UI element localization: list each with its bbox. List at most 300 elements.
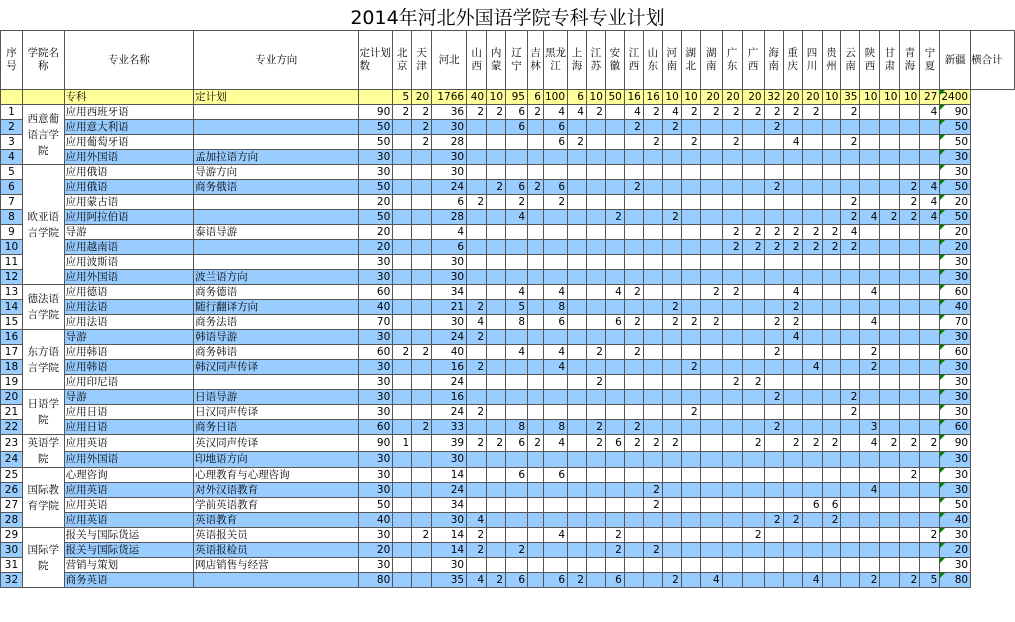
cell-row-total[interactable]: 30 [940,330,971,345]
cell-province-value[interactable]: 20 [412,90,432,105]
cell-province-value[interactable] [487,210,506,225]
cell-province-value[interactable] [643,375,662,390]
cell-province-value[interactable] [900,543,920,558]
cell-province-value[interactable] [586,165,605,180]
cell-province-value[interactable] [920,270,940,285]
cell-college[interactable]: 国际学院 [22,528,64,588]
cell-plan-count[interactable]: 50 [359,498,393,513]
cell-province-value[interactable] [681,390,700,405]
cell-province-value[interactable]: 2 [880,210,900,225]
cell-row-total[interactable]: 50 [940,210,971,225]
cell-province-value[interactable]: 2 [662,210,681,225]
cell-province-value[interactable] [506,451,528,468]
cell-province-value[interactable] [900,315,920,330]
cell-province-value[interactable]: 2 [742,240,764,255]
cell-province-value[interactable]: 2 [643,135,662,150]
cell-province-value[interactable] [920,420,940,435]
cell-province-value[interactable] [764,135,783,150]
cell-province-value[interactable] [764,210,783,225]
cell-seq[interactable]: 16 [1,330,23,345]
cell-province-value[interactable] [412,498,432,513]
cell-province-value[interactable]: 34 [432,498,467,513]
cell-province-value[interactable] [783,270,802,285]
cell-province-value[interactable] [568,345,587,360]
cell-province-value[interactable]: 6 [822,498,841,513]
cell-province-value[interactable] [742,360,764,375]
cell-province-value[interactable]: 2 [764,420,783,435]
cell-province-value[interactable] [586,451,605,468]
cell-province-value[interactable] [412,285,432,300]
cell-province-value[interactable] [568,405,587,420]
cell-province-value[interactable] [662,468,681,483]
cell-province-value[interactable] [543,330,567,345]
cell-province-value[interactable] [681,255,700,270]
cell-province-value[interactable] [393,420,412,435]
cell-province-value[interactable] [393,330,412,345]
cell-plan-count[interactable]: 30 [359,405,393,420]
cell-province-value[interactable] [802,180,822,195]
cell-province-value[interactable] [528,468,544,483]
cell-province-value[interactable]: 35 [432,573,467,588]
cell-province-value[interactable] [900,150,920,165]
cell-province-value[interactable] [802,300,822,315]
cell-province-value[interactable] [802,150,822,165]
cell-province-value[interactable] [487,405,506,420]
cell-province-value[interactable] [681,270,700,285]
cell-province-value[interactable] [662,528,681,543]
cell-province-value[interactable] [586,543,605,558]
cell-province-value[interactable] [822,543,841,558]
cell-province-value[interactable] [681,483,700,498]
cell-province-value[interactable]: 6 [543,468,567,483]
cell-province-value[interactable]: 2 [412,120,432,135]
cell-province-value[interactable] [412,435,432,452]
cell-direction[interactable]: 波兰语方向 [194,270,359,285]
cell-province-value[interactable]: 16 [432,390,467,405]
cell-province-value[interactable] [528,195,544,210]
cell-province-value[interactable] [920,285,940,300]
cell-province-value[interactable] [605,270,624,285]
cell-province-value[interactable]: 2 [643,105,662,120]
cell-province-value[interactable] [543,483,567,498]
cell-row-total[interactable]: 50 [940,120,971,135]
cell-province-value[interactable] [700,528,722,543]
cell-province-value[interactable] [822,180,841,195]
cell-province-value[interactable]: 2 [900,180,920,195]
cell-province-value[interactable] [841,315,860,330]
cell-province-value[interactable] [681,300,700,315]
cell-province-value[interactable] [624,270,643,285]
cell-province-value[interactable]: 2 [681,135,700,150]
cell-province-value[interactable] [605,330,624,345]
cell-direction[interactable]: 英语报关员 [194,528,359,543]
cell-direction[interactable]: 英汉同声传译 [194,435,359,452]
cell-province-value[interactable] [643,420,662,435]
cell-major[interactable]: 导游 [64,225,193,240]
cell-province-value[interactable] [586,135,605,150]
cell-province-value[interactable] [722,420,742,435]
cell-province-value[interactable] [841,270,860,285]
cell-province-value[interactable] [920,543,940,558]
cell-province-value[interactable] [681,498,700,513]
cell-province-value[interactable] [841,451,860,468]
cell-province-value[interactable] [543,451,567,468]
cell-province-value[interactable] [742,330,764,345]
cell-province-value[interactable] [681,330,700,345]
cell-major[interactable]: 应用韩语 [64,345,193,360]
cell-province-value[interactable]: 2 [487,105,506,120]
cell-province-value[interactable] [822,210,841,225]
cell-province-value[interactable]: 6 [528,90,544,105]
cell-direction[interactable] [194,135,359,150]
cell-province-value[interactable]: 16 [624,90,643,105]
cell-province-value[interactable] [412,300,432,315]
cell-seq[interactable]: 17 [1,345,23,360]
cell-province-value[interactable] [841,180,860,195]
cell-province-value[interactable]: 32 [764,90,783,105]
cell-province-value[interactable] [605,195,624,210]
cell-province-value[interactable]: 6 [506,105,528,120]
cell-province-value[interactable] [700,435,722,452]
cell-province-value[interactable] [742,300,764,315]
cell-province-value[interactable] [880,150,900,165]
cell-province-value[interactable]: 2 [568,135,587,150]
cell-seq[interactable]: 20 [1,390,23,405]
cell-province-value[interactable] [624,405,643,420]
cell-province-value[interactable] [506,498,528,513]
cell-province-value[interactable] [822,468,841,483]
cell-province-value[interactable]: 6 [432,195,467,210]
cell-province-value[interactable] [783,255,802,270]
cell-province-value[interactable]: 2 [900,195,920,210]
cell-province-value[interactable]: 4 [624,105,643,120]
cell-province-value[interactable] [643,513,662,528]
cell-province-value[interactable] [586,195,605,210]
cell-province-value[interactable] [586,210,605,225]
cell-province-value[interactable] [662,513,681,528]
cell-province-value[interactable] [643,390,662,405]
cell-province-value[interactable] [643,468,662,483]
cell-province-value[interactable] [586,330,605,345]
cell-province-value[interactable] [920,360,940,375]
cell-province-value[interactable]: 2 [722,105,742,120]
cell-province-value[interactable] [920,135,940,150]
cell-plan-count[interactable]: 60 [359,345,393,360]
cell-row-total[interactable]: 50 [940,135,971,150]
cell-province-value[interactable]: 2 [764,345,783,360]
cell-province-value[interactable] [700,405,722,420]
cell-plan-count[interactable]: 60 [359,420,393,435]
cell-province-value[interactable] [802,120,822,135]
cell-province-value[interactable]: 4 [506,210,528,225]
cell-province-value[interactable]: 2 [624,285,643,300]
cell-province-value[interactable]: 6 [543,573,567,588]
cell-plan-count[interactable]: 30 [359,150,393,165]
cell-province-value[interactable]: 10 [880,90,900,105]
cell-province-value[interactable]: 2 [624,315,643,330]
cell-province-value[interactable] [802,558,822,573]
cell-seq[interactable]: 12 [1,270,23,285]
cell-province-value[interactable]: 2 [822,225,841,240]
cell-province-value[interactable] [586,255,605,270]
cell-plan-count[interactable] [359,90,393,105]
cell-province-value[interactable] [528,543,544,558]
cell-province-value[interactable] [841,255,860,270]
cell-province-value[interactable] [841,285,860,300]
cell-province-value[interactable] [722,330,742,345]
cell-province-value[interactable] [900,483,920,498]
cell-province-value[interactable]: 6 [543,135,567,150]
cell-province-value[interactable] [700,210,722,225]
cell-province-value[interactable] [722,405,742,420]
cell-province-value[interactable] [700,330,722,345]
cell-major[interactable]: 应用俄语 [64,165,193,180]
cell-province-value[interactable] [412,543,432,558]
cell-province-value[interactable] [528,390,544,405]
cell-province-value[interactable] [528,135,544,150]
cell-province-value[interactable]: 2 [528,435,544,452]
cell-province-value[interactable] [412,558,432,573]
cell-province-value[interactable]: 2 [643,543,662,558]
cell-province-value[interactable] [802,270,822,285]
cell-province-value[interactable] [900,285,920,300]
cell-province-value[interactable] [900,240,920,255]
cell-province-value[interactable] [528,270,544,285]
cell-province-value[interactable] [662,240,681,255]
cell-province-value[interactable] [722,483,742,498]
cell-province-value[interactable] [681,513,700,528]
cell-province-value[interactable]: 2 [900,210,920,225]
cell-province-value[interactable] [802,315,822,330]
cell-province-value[interactable] [841,420,860,435]
cell-province-value[interactable]: 2 [393,345,412,360]
cell-province-value[interactable]: 30 [432,150,467,165]
cell-province-value[interactable] [586,558,605,573]
cell-province-value[interactable] [822,300,841,315]
cell-province-value[interactable] [802,330,822,345]
cell-province-value[interactable] [900,330,920,345]
cell-row-total[interactable]: 30 [940,405,971,420]
cell-province-value[interactable]: 2 [822,513,841,528]
cell-province-value[interactable] [764,285,783,300]
cell-province-value[interactable]: 2 [586,105,605,120]
cell-province-value[interactable]: 16 [432,360,467,375]
cell-province-value[interactable]: 10 [860,90,880,105]
cell-direction[interactable]: 商务德语 [194,285,359,300]
cell-province-value[interactable] [860,300,880,315]
cell-province-value[interactable] [860,240,880,255]
cell-province-value[interactable]: 2 [624,180,643,195]
cell-province-value[interactable] [841,483,860,498]
cell-province-value[interactable]: 2 [783,315,802,330]
cell-province-value[interactable] [764,360,783,375]
cell-province-value[interactable] [605,420,624,435]
cell-province-value[interactable] [662,180,681,195]
cell-province-value[interactable]: 2 [662,300,681,315]
cell-province-value[interactable]: 36 [432,105,467,120]
cell-province-value[interactable]: 2 [467,360,487,375]
cell-province-value[interactable] [920,345,940,360]
cell-province-value[interactable] [700,360,722,375]
cell-row-total[interactable]: 20 [940,240,971,255]
cell-province-value[interactable] [900,360,920,375]
cell-province-value[interactable] [624,225,643,240]
cell-province-value[interactable] [900,390,920,405]
cell-province-value[interactable] [742,405,764,420]
cell-province-value[interactable] [722,498,742,513]
cell-province-value[interactable] [528,360,544,375]
cell-plan-count[interactable]: 40 [359,513,393,528]
cell-province-value[interactable] [412,483,432,498]
cell-province-value[interactable]: 4 [543,528,567,543]
cell-province-value[interactable] [568,240,587,255]
cell-province-value[interactable] [920,330,940,345]
cell-province-value[interactable] [412,225,432,240]
cell-province-value[interactable]: 20 [802,90,822,105]
cell-province-value[interactable] [412,513,432,528]
cell-province-value[interactable]: 4 [662,105,681,120]
cell-province-value[interactable] [412,405,432,420]
cell-province-value[interactable] [393,300,412,315]
cell-province-value[interactable]: 4 [783,135,802,150]
cell-province-value[interactable] [880,135,900,150]
cell-province-value[interactable] [860,390,880,405]
cell-province-value[interactable]: 2 [764,390,783,405]
cell-province-value[interactable] [624,210,643,225]
cell-province-value[interactable] [528,345,544,360]
cell-province-value[interactable] [605,390,624,405]
cell-province-value[interactable]: 2 [681,315,700,330]
cell-province-value[interactable]: 4 [920,195,940,210]
cell-province-value[interactable]: 2 [764,225,783,240]
cell-province-value[interactable] [802,543,822,558]
cell-seq[interactable]: 11 [1,255,23,270]
cell-major[interactable]: 报关与国际货运 [64,528,193,543]
cell-province-value[interactable]: 2 [764,180,783,195]
cell-row-total[interactable]: 80 [940,573,971,588]
cell-province-value[interactable] [764,573,783,588]
cell-province-value[interactable] [624,468,643,483]
cell-province-value[interactable] [543,375,567,390]
cell-province-value[interactable] [880,405,900,420]
cell-major[interactable]: 应用印尼语 [64,375,193,390]
cell-major[interactable]: 应用越南语 [64,240,193,255]
cell-province-value[interactable] [393,528,412,543]
cell-province-value[interactable] [568,483,587,498]
cell-province-value[interactable] [487,543,506,558]
cell-province-value[interactable] [860,270,880,285]
cell-province-value[interactable] [487,195,506,210]
cell-province-value[interactable]: 6 [543,180,567,195]
cell-province-value[interactable] [700,498,722,513]
cell-province-value[interactable] [393,255,412,270]
cell-province-value[interactable] [802,483,822,498]
cell-province-value[interactable] [568,360,587,375]
cell-province-value[interactable]: 4 [543,360,567,375]
cell-province-value[interactable] [487,330,506,345]
cell-province-value[interactable] [643,180,662,195]
cell-province-value[interactable] [841,558,860,573]
cell-province-value[interactable] [900,513,920,528]
cell-province-value[interactable] [783,483,802,498]
cell-province-value[interactable] [764,468,783,483]
cell-province-value[interactable]: 2 [900,468,920,483]
cell-major[interactable]: 报关与国际货运 [64,543,193,558]
cell-major[interactable]: 商务英语 [64,573,193,588]
cell-major[interactable]: 应用阿拉伯语 [64,210,193,225]
cell-province-value[interactable] [643,528,662,543]
cell-province-value[interactable] [783,180,802,195]
cell-province-value[interactable] [624,240,643,255]
cell-province-value[interactable] [700,345,722,360]
cell-province-value[interactable] [860,405,880,420]
cell-province-value[interactable] [860,255,880,270]
cell-province-value[interactable]: 2 [764,120,783,135]
cell-province-value[interactable] [722,300,742,315]
cell-province-value[interactable] [506,240,528,255]
cell-province-value[interactable] [860,375,880,390]
cell-province-value[interactable] [624,360,643,375]
cell-province-value[interactable] [822,315,841,330]
cell-province-value[interactable] [822,270,841,285]
cell-province-value[interactable] [802,375,822,390]
cell-province-value[interactable] [920,150,940,165]
cell-province-value[interactable] [880,285,900,300]
cell-province-value[interactable] [764,558,783,573]
cell-province-value[interactable] [822,195,841,210]
cell-province-value[interactable]: 2 [764,240,783,255]
cell-province-value[interactable]: 2 [822,240,841,255]
cell-province-value[interactable] [880,528,900,543]
cell-province-value[interactable] [822,573,841,588]
cell-province-value[interactable] [764,498,783,513]
cell-province-value[interactable] [528,375,544,390]
cell-province-value[interactable] [605,120,624,135]
cell-province-value[interactable] [568,543,587,558]
cell-province-value[interactable] [568,195,587,210]
cell-province-value[interactable] [605,513,624,528]
cell-province-value[interactable] [487,255,506,270]
cell-province-value[interactable]: 2 [662,435,681,452]
cell-province-value[interactable] [528,573,544,588]
cell-province-value[interactable] [568,165,587,180]
cell-province-value[interactable] [783,150,802,165]
cell-seq[interactable]: 14 [1,300,23,315]
cell-province-value[interactable] [662,345,681,360]
cell-province-value[interactable] [700,513,722,528]
cell-province-value[interactable] [920,375,940,390]
cell-province-value[interactable]: 1766 [432,90,467,105]
cell-province-value[interactable] [624,451,643,468]
cell-province-value[interactable]: 28 [432,135,467,150]
cell-province-value[interactable] [722,390,742,405]
cell-province-value[interactable]: 2 [742,435,764,452]
cell-province-value[interactable] [764,405,783,420]
cell-seq[interactable]: 5 [1,165,23,180]
cell-row-total[interactable]: 30 [940,255,971,270]
cell-row-total[interactable]: 20 [940,543,971,558]
cell-province-value[interactable] [467,135,487,150]
cell-province-value[interactable] [412,451,432,468]
cell-province-value[interactable] [880,573,900,588]
cell-province-value[interactable]: 2 [802,105,822,120]
cell-province-value[interactable] [467,150,487,165]
cell-seq[interactable]: 21 [1,405,23,420]
cell-province-value[interactable] [841,573,860,588]
cell-province-value[interactable] [722,150,742,165]
cell-province-value[interactable] [412,195,432,210]
cell-province-value[interactable]: 4 [506,345,528,360]
